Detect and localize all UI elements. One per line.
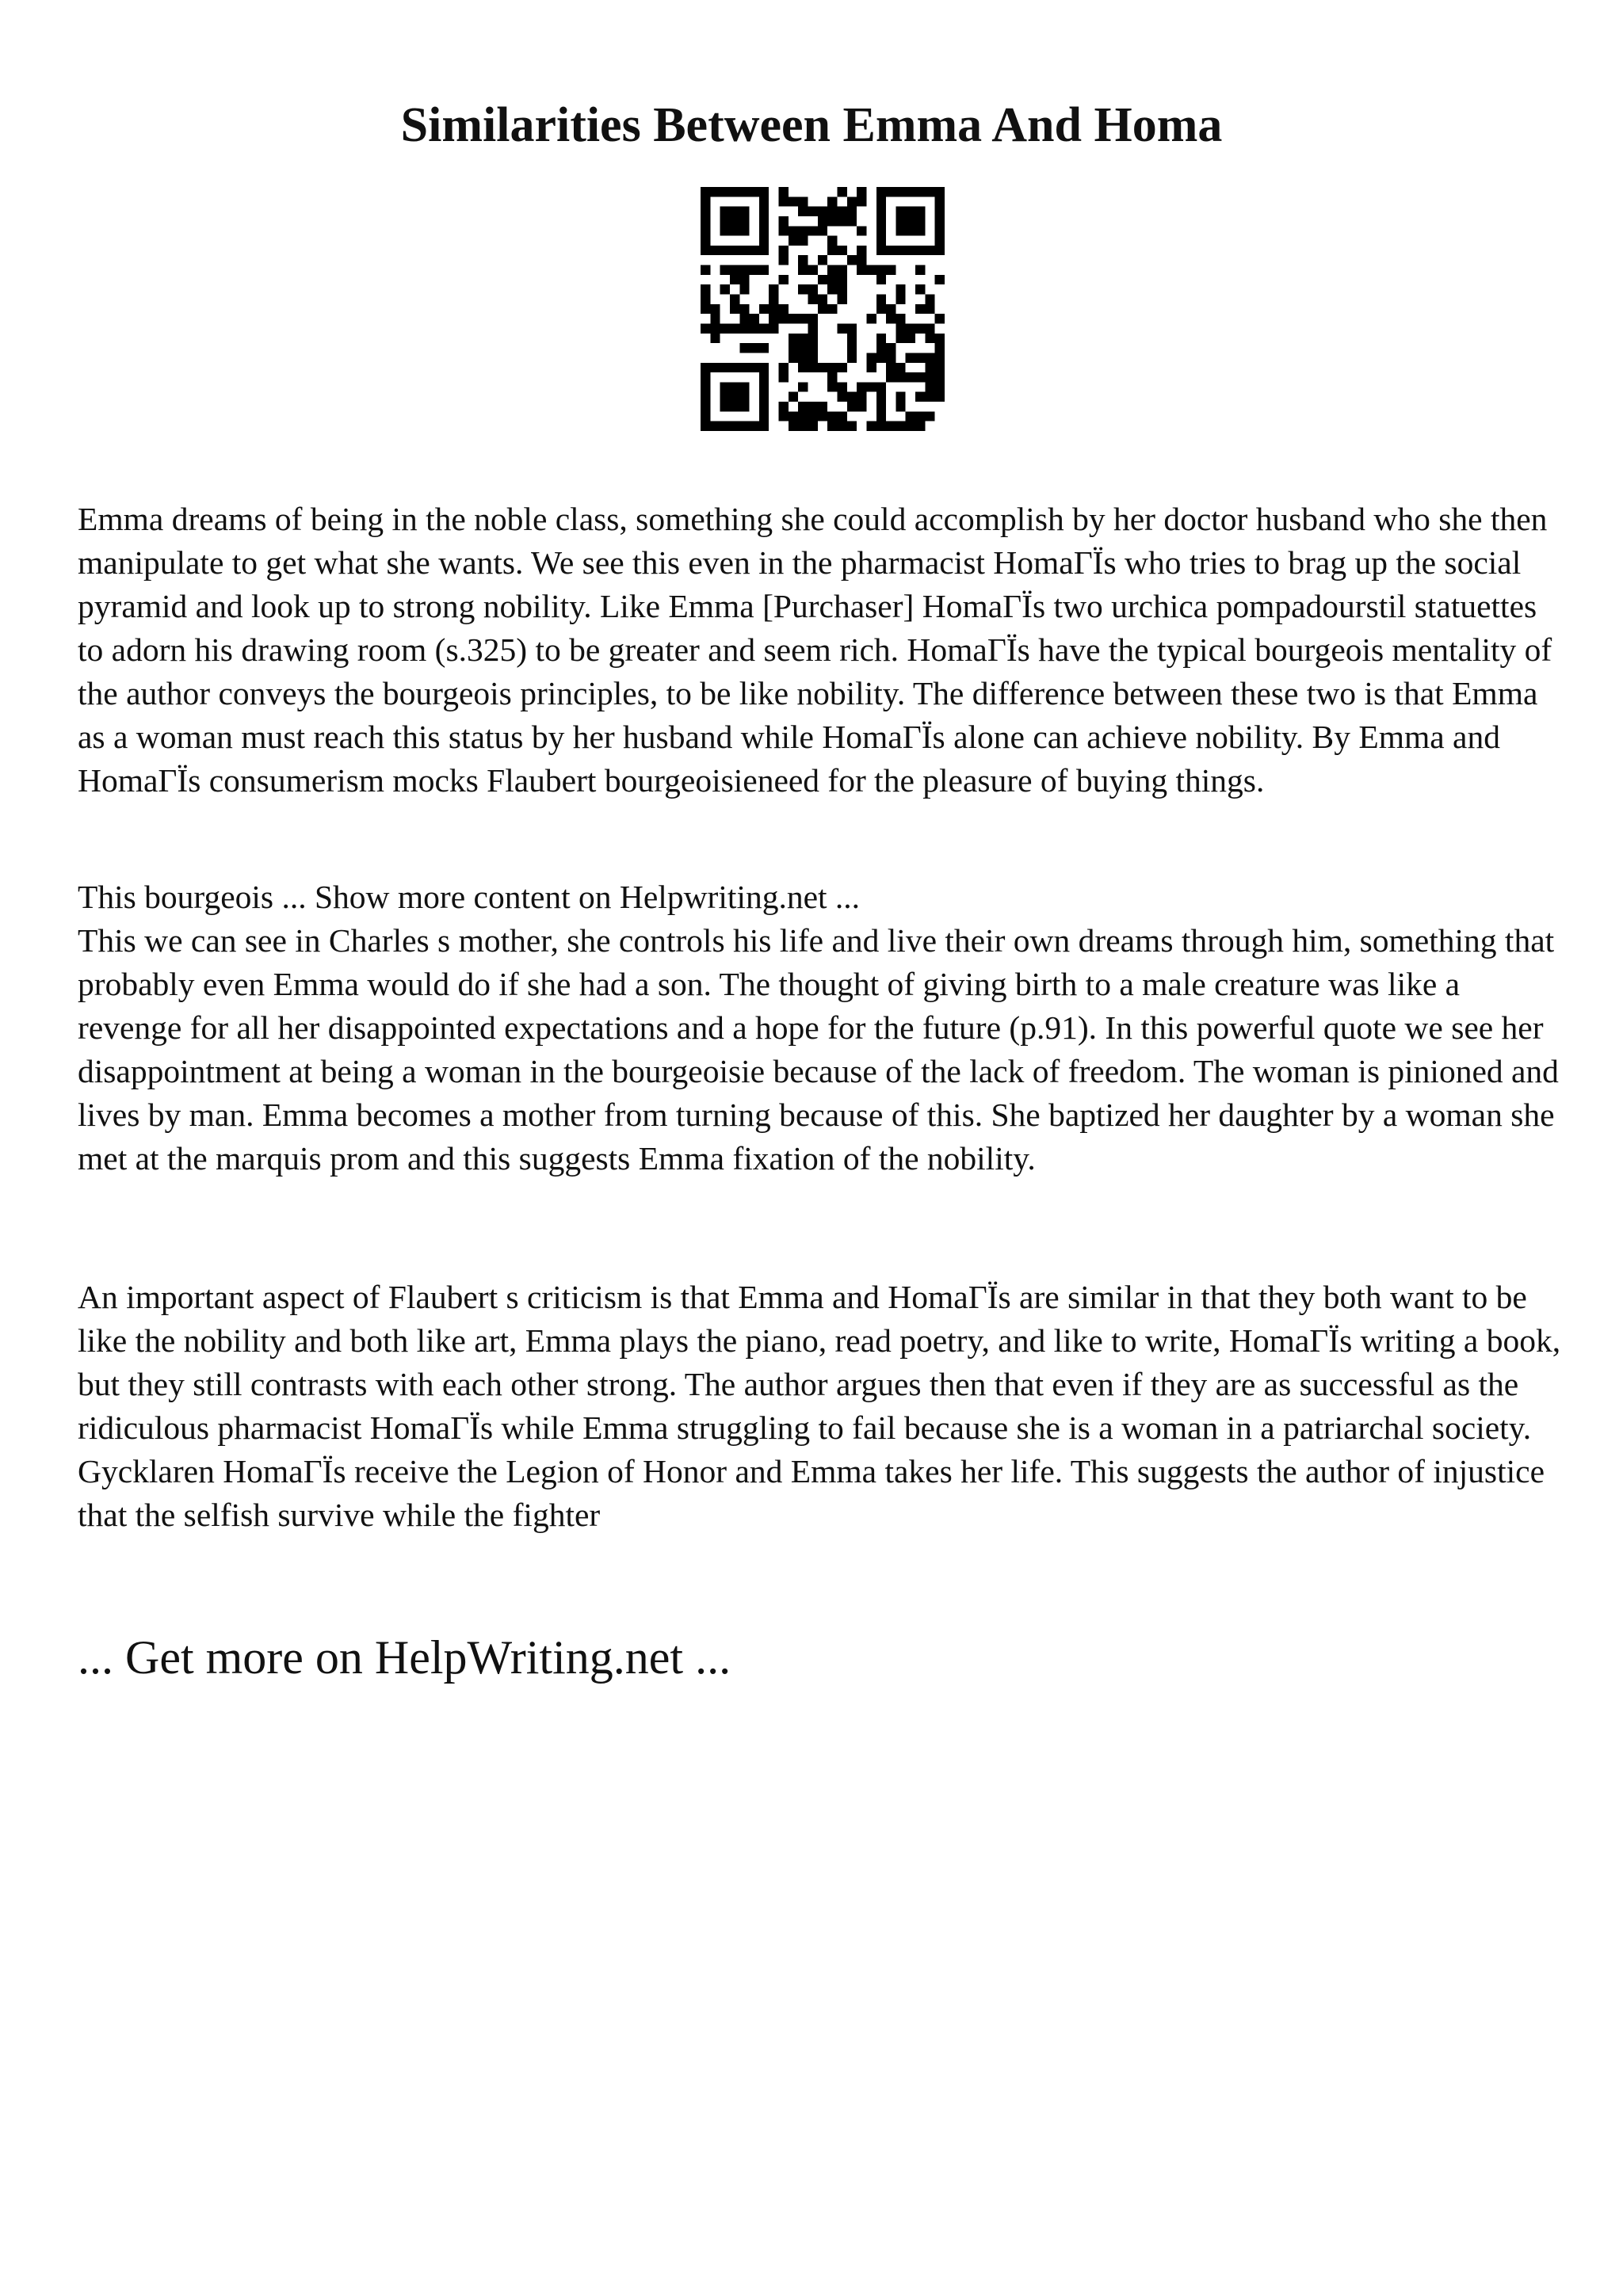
paragraph-1: Emma dreams of being in the noble class, something she could accomplish by her doctor husband who she then manipulate to get what she wants. We see this even in the pharmacist HomaΓЇs who tries to brag up the social pyramid and look up to strong nobility. Like Emma [Purchaser] HomaΓЇs two urchica pompadourstil statuettes to adorn his drawing room (s.325) to be greater and seem rich. HomaΓЇs have the typical bourgeois mentality of the author conveys the bourgeois principles, to be like nobility. The difference between these two is that Emma as a woman must reach this status by her husband while HomaΓЇs alone can achieve nobility. By Emma and HomaΓЇs consumerism mocks Flaubert bourgeoisieneed for the pleasure of buying things.	[78, 501, 1552, 799]
qr-code-icon	[701, 187, 945, 431]
paragraph-3: An important aspect of Flaubert s criticism is that Emma and HomaΓЇs are similar in that they both want to be like the nobility and both like art, Emma plays the piano, read poetry, and like to write, HomaΓЇs writing a book, but they still contrasts with each other strong. The author argues then that even if they are as successful as the ridiculous pharmacist HomaΓЇs while Emma struggling to fail because she is a woman in a patriarchal society. Gycklaren HomaΓЇs receive the Legion of Honor and Emma takes her life. This suggests the author of injustice that the selfish survive while the fighter	[78, 1279, 1561, 1533]
paragraph-2: This bourgeois ... Show more content on Helpwriting.net ... This we can see in Charles s mother, she controls his life and live their own dreams through him, something that probably even Emma would do if she had a son. The thought of giving birth to a male creature was like a revenge for all her disappointed expectations and a hope for the future (p.91). In this powerful quote we see her disappointment at being a woman in the bourgeoisie because of the lack of freedom. The woman is pinioned and lives by man. Emma becomes a mother from turning because of this. She baptized her daughter by a woman she met at the marquis prom and this suggests Emma fixation of the nobility.	[78, 879, 1559, 1177]
get-more-link[interactable]: ... Get more on HelpWriting.net ...	[78, 1631, 731, 1684]
page-title: Similarities Between Emma And Homa	[400, 98, 1223, 152]
